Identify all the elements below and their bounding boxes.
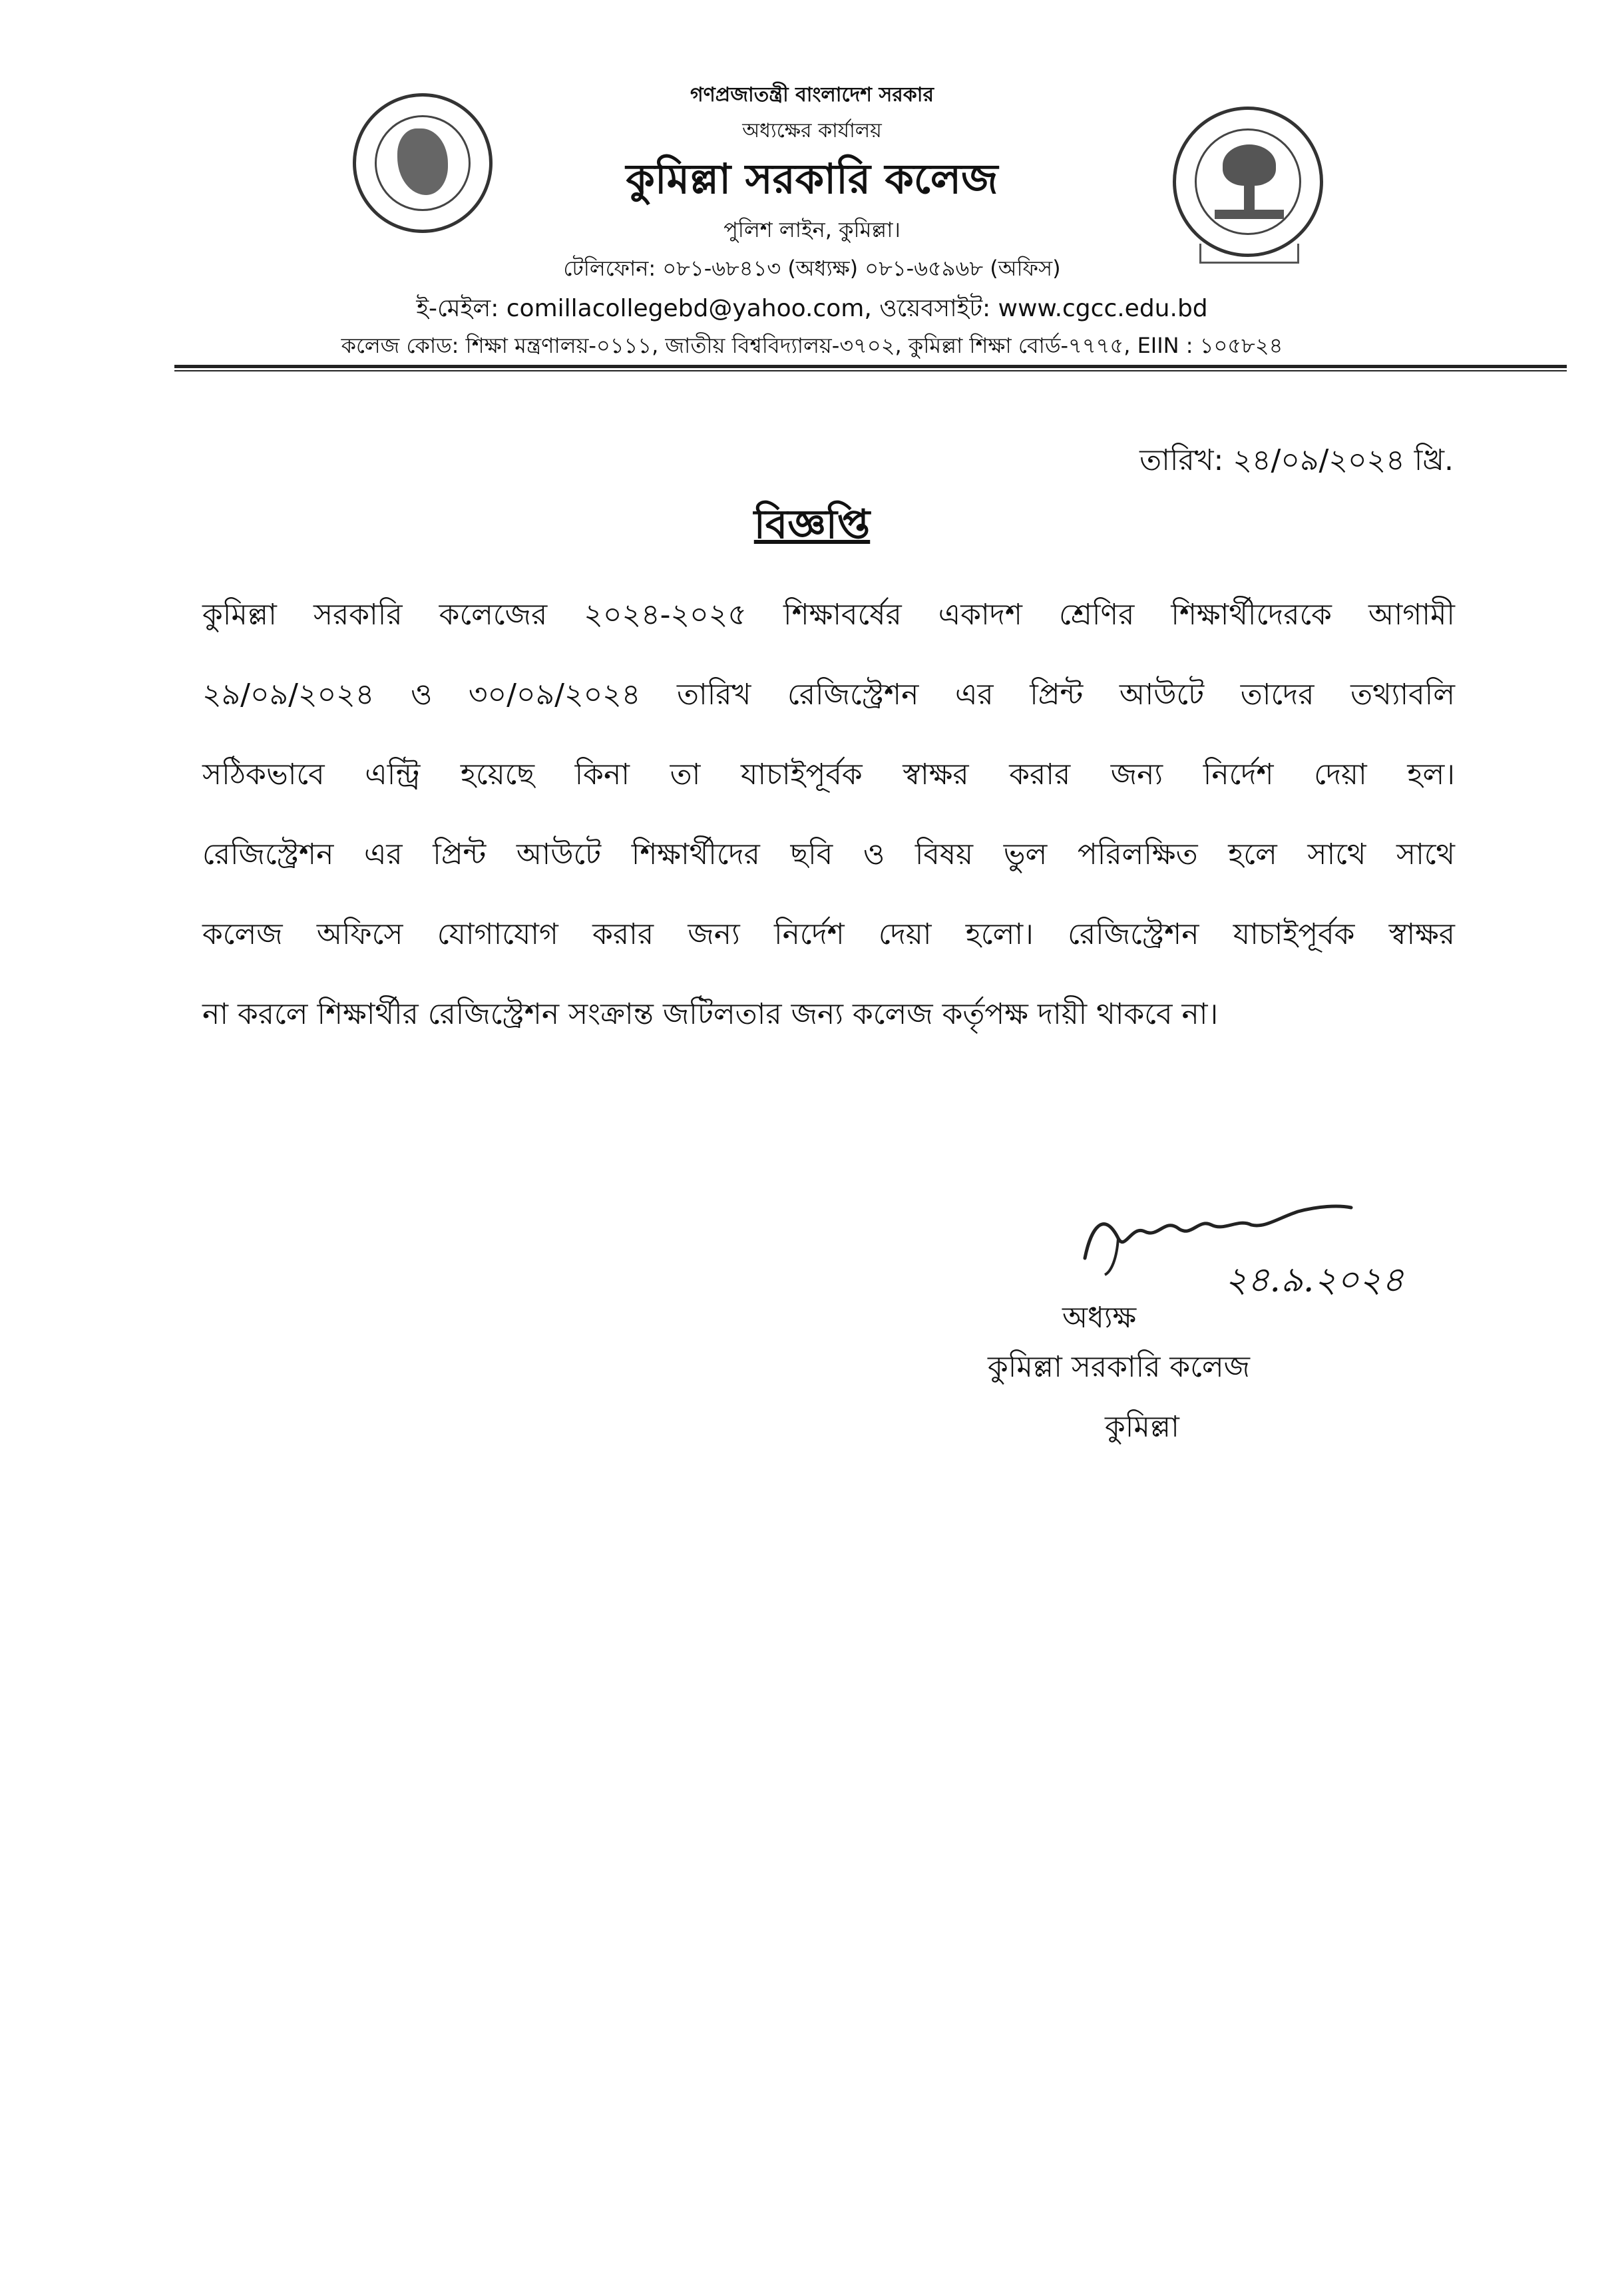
college-name: কুমিল্লা সরকারি কলেজ (626, 154, 998, 203)
notice-title: বিজ্ঞপ্তি (753, 501, 871, 548)
government-name: গণপ্রজাতন্ত্রী বাংলাদেশ সরকার (690, 83, 934, 107)
notice-body-line: সঠিকভাবে এন্ট্রি হয়েছে কিনা তা যাচাইপূর্বক স্বাক্ষর করার জন্য নির্দেশ দেয়া হল। (202, 758, 1455, 792)
college-email-website: ই-মেইল: comillacollegebd@yahoo.com, ওয়েবসাইট: www.cgcc.edu.bd (416, 295, 1208, 322)
notice-body-line: না করলে শিক্ষার্থীর রেজিস্ট্রেশন সংক্রান্ত জটিলতার জন্য কলেজ কর্তৃপক্ষ দায়ী থাকবে না। (202, 997, 1219, 1031)
notice-body-line: কলেজ অফিসে যোগাযোগ করার জন্য নির্দেশ দেয়া হলো। রেজিস্ট্রেশন যাচাইপূর্বক স্বাক্ষর (202, 917, 1455, 951)
header-divider-thin (174, 370, 1567, 371)
signatory-designation: অধ্যক্ষ (1062, 1301, 1137, 1335)
college-address: পুলিশ লাইন, কুমিল্লা। (723, 217, 901, 242)
office-name: অধ্যক্ষের কার্যালয় (742, 119, 882, 142)
notice-date: তারিখ: ২৪/০৯/২০২৪ খ্রি. (1139, 443, 1454, 477)
header-divider (174, 365, 1567, 368)
signature-date: ২৪.৯.২০২৪ (1225, 1260, 1404, 1300)
signatory-city: কুমিল্লা (1105, 1410, 1179, 1444)
notice-body-line: রেজিস্ট্রেশন এর প্রিন্ট আউটে শিক্ষার্থীদের ছবি ও বিষয় ভুল পরিলক্ষিত হলে সাথে সাথে (202, 837, 1455, 871)
notice-body-line: ২৯/০৯/২০২৪ ও ৩০/০৯/২০২৪ তারিখ রেজিস্ট্রেশন এর প্রিন্ট আউটে তাদের তথ্যাবলি (202, 678, 1455, 712)
signatory-college: কুমিল্লা সরকারি কলেজ (988, 1350, 1251, 1384)
college-phone: টেলিফোন: ০৮১-৬৮৪১৩ (অধ্যক্ষ) ০৮১-৬৫৯৬৮ (অফিস) (563, 256, 1061, 281)
notice-body-line: কুমিল্লা সরকারি কলেজের ২০২৪-২০২৫ শিক্ষাবর্ষের একাদশ শ্রেণির শিক্ষার্থীদেরকে আগামী (202, 598, 1455, 632)
college-codes: কলেজ কোড: শিক্ষা মন্ত্রণালয়-০১১১, জাতীয় বিশ্ববিদ্যালয়-৩৭০২, কুমিল্লা শিক্ষা বোর্ড-৭৭৭৫, EIIN : ১০৫৮২৪ (341, 333, 1283, 358)
